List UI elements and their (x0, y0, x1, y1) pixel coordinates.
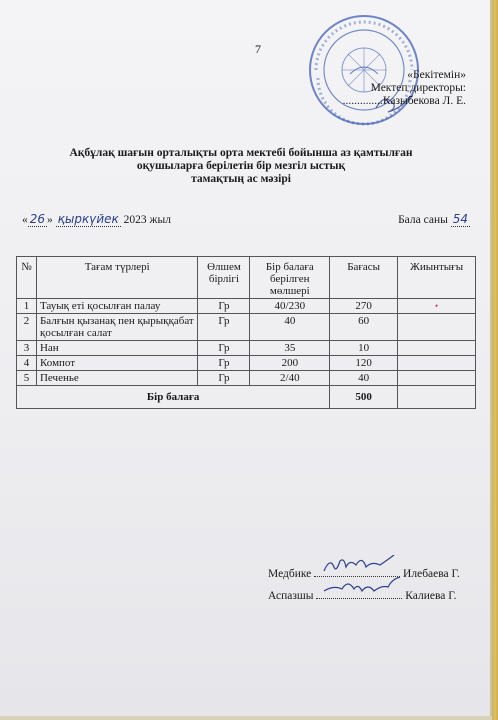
row-number: 5 (17, 371, 37, 386)
quantity: 2/40 (250, 371, 330, 386)
date-row (22, 212, 472, 228)
quantity: 35 (250, 341, 330, 356)
row-number: 4 (17, 356, 37, 371)
unit: Гр (198, 314, 250, 341)
menu-date: « 26 » қыркүйек 2023 жыл (22, 212, 171, 226)
total (398, 314, 476, 341)
unit: Гр (198, 299, 250, 314)
table-row (17, 314, 476, 341)
header-quantity: Бір балаға берілген мөлшері (250, 257, 330, 299)
quantity: 200 (250, 356, 330, 371)
children-count-value: 54 (452, 212, 468, 226)
title-line-2: оқушыларға берілетін бір мезгіл ыстық (136, 160, 346, 172)
ink-mark-icon: • (434, 301, 439, 311)
header-number: № (17, 257, 37, 299)
table-row (17, 371, 476, 386)
signature-block (268, 565, 488, 609)
cook-signature-scribble (322, 577, 402, 599)
price: 40 (330, 371, 398, 386)
director-name: Казыбекова Л. Е. (382, 95, 466, 107)
price: 120 (330, 356, 398, 371)
table-row (17, 356, 476, 371)
nurse-role: Медбике (268, 568, 312, 580)
approval-heading: «Бекітемін» (407, 69, 466, 81)
menu-table (16, 256, 476, 409)
price: 60 (330, 314, 398, 341)
title-line-3: тамақтың ас мәзірі (191, 173, 291, 185)
director-signature-line: ..............Казыбекова Л. Е. (342, 95, 466, 107)
nurse-signature (314, 565, 400, 577)
approval-block (266, 69, 466, 108)
children-count-label: Бала саны (398, 214, 448, 226)
dish-name: Компот (36, 356, 197, 371)
cook-signature (316, 587, 402, 599)
date-day: 26 (29, 212, 46, 226)
cook-signature-row (268, 587, 488, 609)
total (398, 371, 476, 386)
header-total: Жиынтығы (398, 257, 476, 299)
unit: Гр (198, 341, 250, 356)
nurse-name: Илебаева Г. (403, 568, 460, 580)
quantity: 40 (250, 314, 330, 341)
total (398, 299, 476, 314)
date-year: 2023 жыл (123, 214, 171, 226)
table-footer-row (17, 386, 476, 409)
per-child-total: 500 (330, 386, 398, 409)
header-unit: Өлшем бірлігі (198, 257, 250, 299)
total (398, 356, 476, 371)
price: 10 (330, 341, 398, 356)
dish-name: Тауық еті қосылған палау (36, 299, 197, 314)
row-number: 2 (17, 314, 37, 341)
row-number: 1 (17, 299, 37, 314)
table-row (17, 299, 476, 314)
document-title (56, 147, 426, 186)
per-child-label: Бір балаға (17, 386, 330, 409)
header-dish: Тағам түрлері (36, 257, 197, 299)
header-price: Бағасы (330, 257, 398, 299)
dish-name: Печенье (36, 371, 197, 386)
dish-name: Нан (36, 341, 197, 356)
nurse-signature-scribble (320, 555, 400, 577)
table-header-row (17, 257, 476, 299)
cook-role: Аспазшы (268, 590, 314, 602)
approval-position: Мектеп директоры: (370, 82, 466, 94)
children-count (398, 212, 470, 226)
row-number: 3 (17, 341, 37, 356)
total (398, 341, 476, 356)
table-row (17, 341, 476, 356)
unit: Гр (198, 356, 250, 371)
page-number: 7 (255, 42, 261, 56)
cook-name: Калиева Г. (405, 590, 457, 602)
folder-edge (492, 0, 498, 720)
quantity: 40/230 (250, 299, 330, 314)
title-line-1: Ақбұлақ шағын орталықты орта мектебі бойынша аз қамтылған (69, 147, 413, 159)
date-month: қыркүйек (57, 212, 119, 226)
dish-name: Балғын қызанақ пен қырыққабат қосылған салат (36, 314, 197, 341)
unit: Гр (198, 371, 250, 386)
footer-empty-cell (398, 386, 476, 409)
price: 270 (330, 299, 398, 314)
